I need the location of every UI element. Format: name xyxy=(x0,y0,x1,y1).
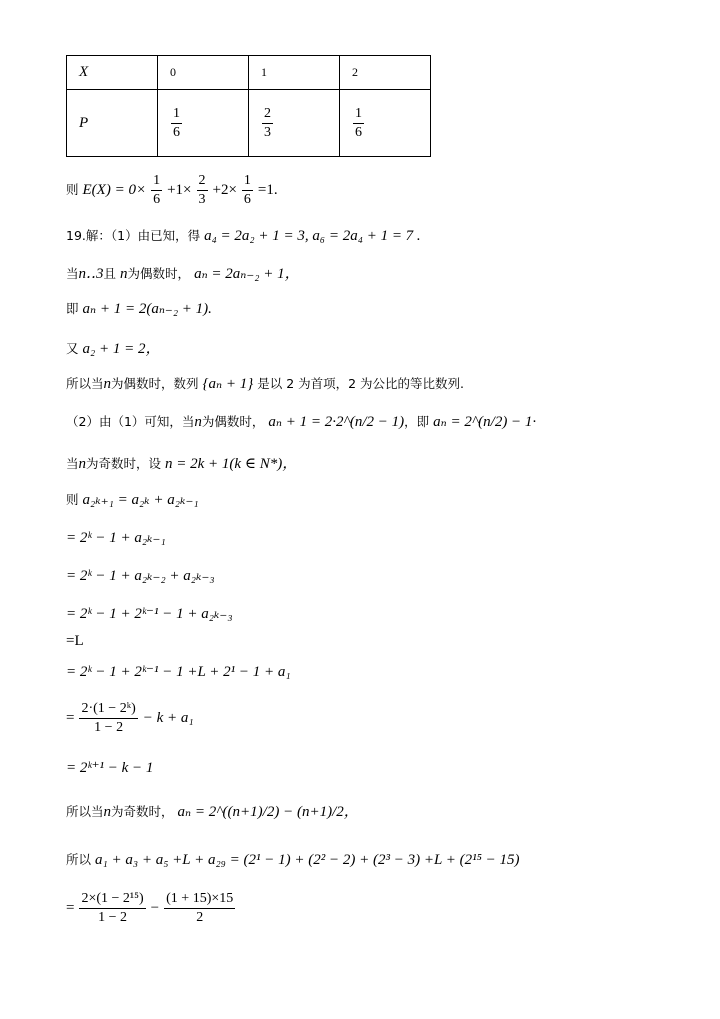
table-row xyxy=(67,90,431,157)
math-expr: =1. xyxy=(257,182,278,199)
fraction: $\frac{2}{3}$ xyxy=(198,173,206,207)
fraction: $\frac{1}{6}$ xyxy=(153,173,161,207)
derivation-line xyxy=(66,490,199,509)
derivation-line: = 2ᵏ − 1 + 2ᵏ⁻¹ − 1 +L + 2¹ − 1 + a₁ xyxy=(66,664,291,680)
fraction: $\frac{\text{2·(1 − 2ᵏ)}}{1 - 2}$ xyxy=(81,701,136,735)
fraction: $\frac{(1 + 15)\times 15}{2}$ xyxy=(166,891,234,925)
math-expr: +2× xyxy=(212,182,237,199)
math-expr: n‥3 xyxy=(78,266,104,282)
text-label: 为偶数时，数列 xyxy=(111,376,199,391)
text-label: 又 xyxy=(66,341,79,356)
table-cell: 1 xyxy=(249,56,340,90)
odd-term-line xyxy=(66,800,359,821)
text-label: 为偶数时， xyxy=(127,266,191,281)
math-expr: a₂ₖ₊₁ = a₂ₖ + a₂ₖ₋₁ xyxy=(82,492,199,508)
math-expr: n xyxy=(120,266,128,282)
table-header-p: P xyxy=(67,90,158,157)
math-expr: aₙ + 1 = 2·2^(n/2 − 1) xyxy=(268,414,405,430)
derivation-line: = 2ᵏ − 1 + 2ᵏ⁻¹ − 1 + a₂ₖ₋₃ xyxy=(66,606,233,622)
geometric-sequence-line xyxy=(66,374,464,393)
text-label: 当 xyxy=(66,266,79,281)
fraction: $\frac{1}{6}$ xyxy=(173,105,180,140)
text-label: 是以 2 为首项，2 为公比的等比数列. xyxy=(257,376,465,391)
table-header-x: X xyxy=(67,56,158,90)
table-cell xyxy=(158,90,249,157)
text-label: ，即 xyxy=(404,414,430,429)
math-expr: E(X) = 0× xyxy=(82,182,147,199)
table-row xyxy=(67,56,431,90)
derivation-line: = 2ᵏ⁺¹ − k − 1 xyxy=(66,760,154,776)
text-label: 所以当 xyxy=(66,804,104,819)
fraction: $\frac{1}{6}$ xyxy=(243,173,251,207)
text-label: 则 xyxy=(66,492,79,507)
solution-19-line xyxy=(66,226,421,245)
sum-result-line: = $\frac{\text{2×(1 − 2¹⁵)}}{1 - 2}$ − $\frac{(1 + 15)\times 15}{2}$ xyxy=(66,891,234,925)
even-case-line xyxy=(66,262,300,283)
table-cell xyxy=(249,90,340,157)
text-label: 当 xyxy=(66,456,79,471)
math-expr: n xyxy=(103,804,112,820)
sum-line xyxy=(66,850,519,869)
part-2-line xyxy=(66,412,536,431)
math-expr: a₂ + 1 = 2， xyxy=(82,341,161,357)
distribution-table xyxy=(66,55,431,157)
table-cell: 2 xyxy=(340,56,431,90)
math-expr: n xyxy=(78,456,87,472)
math-expr: aₙ = 2^((n+1)/2) − (n+1)/2， xyxy=(177,804,359,820)
math-expr: aₙ + 1 = 2(aₙ₋₂ + 1). xyxy=(82,301,212,317)
expectation-line xyxy=(66,172,278,209)
odd-case-line xyxy=(66,452,297,473)
math-expr: aₙ = 2^(n/2) − 1· xyxy=(433,414,537,430)
math-expr: {aₙ + 1} xyxy=(202,376,254,392)
recurrence-line xyxy=(66,299,212,318)
math-expr: n = 2k + 1(k ∈ N*)， xyxy=(165,456,298,472)
fraction: $\frac{\text{2×(1 − 2¹⁵)}}{1 - 2}$ xyxy=(81,891,144,925)
text-label: 即 xyxy=(66,301,79,316)
table-cell xyxy=(340,90,431,157)
math-expr: n xyxy=(194,414,202,430)
table-cell: 0 xyxy=(158,56,249,90)
text-label: 则 xyxy=(66,182,79,198)
text-label: 19.解：（1）由已知，得 xyxy=(66,228,201,243)
derivation-line: = 2ᵏ − 1 + a₂ₖ₋₂ + a₂ₖ₋₃ xyxy=(66,568,215,584)
derivation-line: =L xyxy=(66,633,84,649)
math-expr: +1× xyxy=(167,182,192,199)
derivation-line: = $\frac{\text{2·(1 − 2ᵏ)}}{1 - 2}$ − k + a₁ xyxy=(66,701,194,735)
text-label: 所以 xyxy=(66,852,92,867)
fraction: $\frac{1}{6}$ xyxy=(355,105,362,140)
text-label: 为奇数时， xyxy=(111,804,174,819)
math-expr: − k + a₁ xyxy=(142,710,194,727)
math-expr: aₙ = 2aₙ₋₂ + 1， xyxy=(194,266,300,282)
text-label: 为偶数时， xyxy=(201,414,265,429)
text-label: 所以当 xyxy=(66,376,104,391)
derivation-line: = 2ᵏ − 1 + a₂ₖ₋₁ xyxy=(66,530,166,546)
text-label: 且 xyxy=(103,266,117,281)
text-label: （2）由（1）可知，当 xyxy=(66,414,195,429)
initial-value-line xyxy=(66,337,160,358)
fraction: $\frac{2}{3}$ xyxy=(264,105,271,140)
math-expr: n xyxy=(103,376,112,392)
math-expr: a₁ + a₃ + a₅ +L + a₂₉ = (2¹ − 1) + (2² − 2) + (2³ − 3) +L + (2¹⁵ − 15) xyxy=(95,852,520,868)
math-expr: a₄ = 2a₂ + 1 = 3, a₆ = 2a₄ + 1 = 7 . xyxy=(204,228,421,244)
text-label: 为奇数时，设 xyxy=(86,456,162,471)
